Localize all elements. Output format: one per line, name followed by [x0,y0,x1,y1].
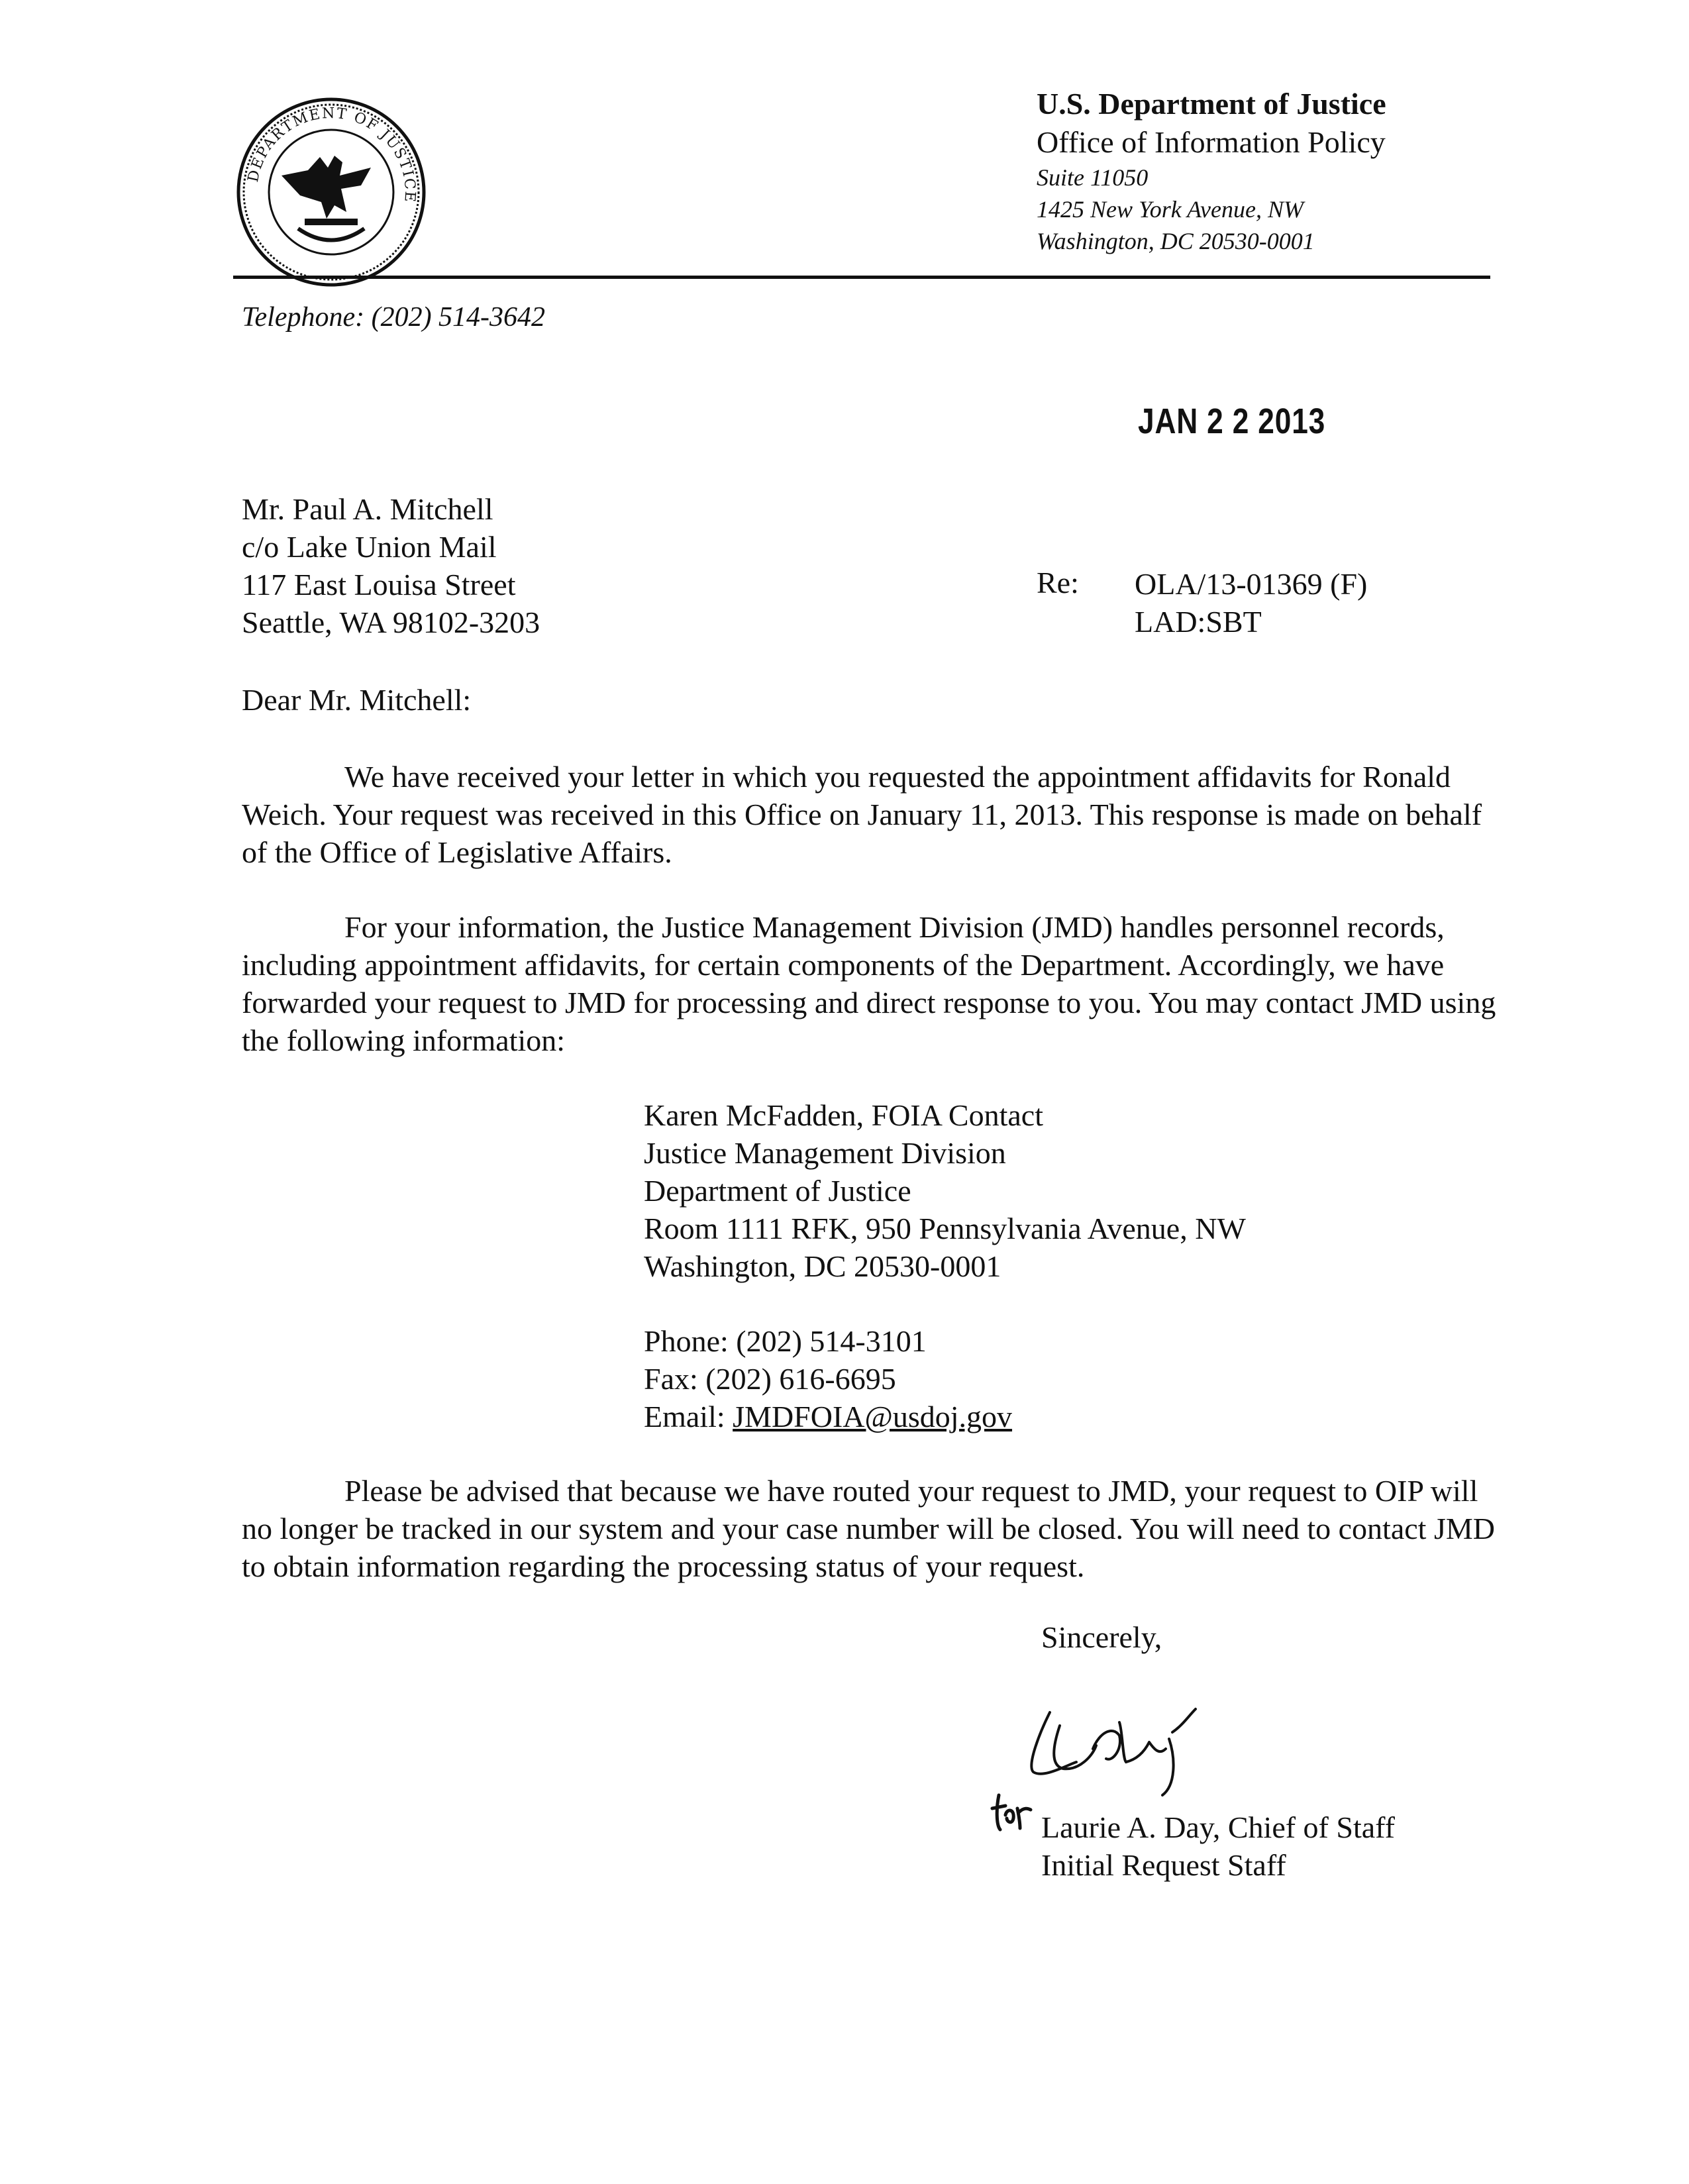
salutation: Dear Mr. Mitchell: [242,683,472,717]
signer-name: Laurie A. Day, Chief of Staff [1041,1810,1395,1844]
for-handwritten-mark [987,1789,1033,1835]
contact-details [644,1322,1012,1435]
suite-line: Suite 11050 [1037,164,1149,191]
contact-phone: Phone: (202) 514-3101 [644,1324,927,1358]
reference-block [1135,565,1367,641]
closing: Sincerely, [1041,1620,1162,1654]
recipient-address [242,490,540,641]
contact-email-label: Email: [644,1400,733,1433]
signer-block [1041,1808,1395,1884]
telephone-line: Telephone: (202) 514-3642 [242,302,546,333]
department-name: U.S. Department of Justice [1037,87,1386,121]
handwritten-signature [1013,1686,1212,1798]
date-stamp: JAN 2 2 2013 [1138,401,1326,441]
letterhead [1037,85,1386,257]
street-line: 1425 New York Avenue, NW [1037,196,1304,223]
reference-case: OLA/13-01369 (F) [1135,567,1368,601]
recipient-name: Mr. Paul A. Mitchell [242,492,493,526]
svg-text:DEPARTMENT OF JUSTICE: DEPARTMENT OF JUSTICE [244,105,419,204]
signer-unit: Initial Request Staff [1041,1848,1286,1882]
recipient-line2: c/o Lake Union Mail [242,530,497,564]
office-name: Office of Information Policy [1037,125,1386,159]
contact-division: Justice Management Division [644,1136,1006,1170]
body-paragraph-3: Please be advised that because we have routed your request to JMD, your request to OIP will no longer be tracked in our system and your case number will be closed. You will need to contact JMD to obtain information regarding the processing status of your request. [242,1474,1495,1583]
contact-email-link[interactable]: JMDFOIA@usdoj.gov [733,1400,1013,1433]
body-paragraph-1: We have received your letter in which you requested the appointment affidavits for Ronald Weich. Your request was received in this Office on January 11, 2013. This response is made on behalf of the Office of Legislative Affairs. [242,760,1482,869]
reference-label: Re: [1037,566,1079,599]
header-divider [233,276,1490,279]
contact-room: Room 1111 RFK, 950 Pennsylvania Avenue, NW [644,1212,1246,1245]
recipient-city: Seattle, WA 98102-3203 [242,605,540,639]
contact-name: Karen McFadden, FOIA Contact [644,1098,1043,1132]
department-seal-logo [235,96,427,288]
reference-code: LAD:SBT [1135,605,1262,639]
contact-address [644,1096,1246,1285]
contact-fax: Fax: (202) 616-6695 [644,1362,896,1396]
contact-department: Department of Justice [644,1174,911,1208]
contact-email-line [644,1398,1012,1435]
city-line: Washington, DC 20530-0001 [1037,228,1315,254]
body-paragraph-2: For your information, the Justice Management Division (JMD) handles personnel records, including appointment affidavits, for certain components of the Department. Accordingly, we have forwarded your request to JMD for processing and direct response to you. You may contact JMD using the following information: [242,910,1496,1057]
contact-city: Washington, DC 20530-0001 [644,1249,1001,1283]
recipient-street: 117 East Louisa Street [242,568,516,601]
